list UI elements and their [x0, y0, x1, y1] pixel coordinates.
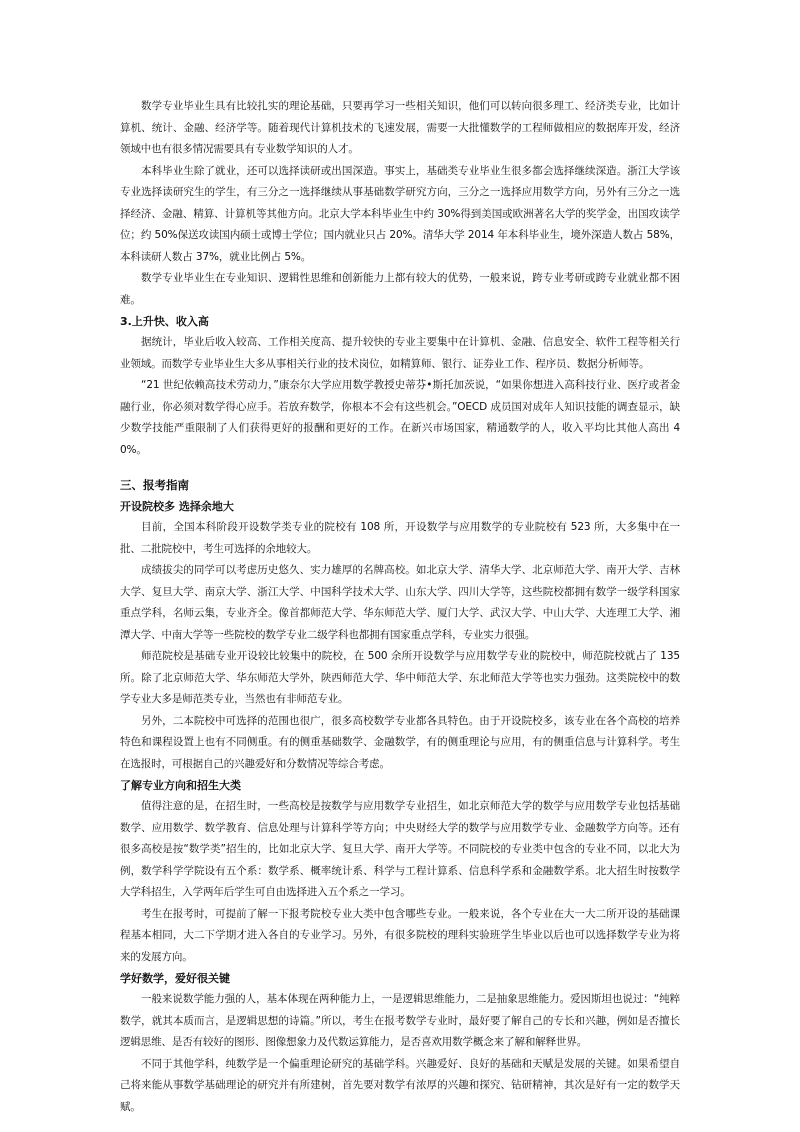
- interest-paragraph: 不同于其他学科，纯数学是一个偏重理论研究的基础学科。兴趣爱好、良好的基础和天赋是发展的关键。如果希望自己将来能从事数学基础理论的研究并有所建树，首先要对数学有浓厚的兴趣和探究、钻研精神，其次是好有一定的数学天赋。: [120, 1057, 680, 1113]
- document-page: [120, 96, 680, 1118]
- guide-section-heading: 三、报考指南: [120, 478, 189, 492]
- intro-paragraph: 数学专业毕业生在专业知识、逻辑性思维和创新能力上都有较大的优势，一般来说，跨专业考研或跨专业就业都不困难。: [120, 272, 680, 306]
- majors-paragraph: 考生在报考时，可提前了解一下报考院校专业大类中包含哪些专业。一般来说，各个专业在大一大二所开设的基础课程基本相同，大二下学期才进入各自的专业学习。另外，有很多院校的理科实验班学生毕业以后也可以选择数学专业为将来的发展方向。: [120, 907, 680, 963]
- schools-paragraph: 目前，全国本科阶段开设数学类专业的院校有 108 所，开设数学与应用数学的专业院校有 523 所，大多集中在一批、二批院校中，考生可选择的余地较大。: [120, 521, 680, 555]
- schools-heading: 开设院校多 选择余地大: [120, 500, 234, 513]
- schools-paragraph: 另外，二本院校中可选择的范围也很广，很多高校数学专业都各具特色。由于开设院校多，该专业在各个高校的培养特色和课程设置上也有不同侧重。有的侧重基础数学、金融数学，有的侧重理论与应用，有的侧重信息与计算科学。考生在选报时，可根据自己的兴趣爱好和分数情况等综合考虑。: [120, 714, 680, 770]
- salary-heading: 3.上升快、收入高: [120, 315, 209, 328]
- salary-paragraph: 据统计，毕业后收入较高、工作相关度高、提升较快的专业主要集中在计算机、金融、信息安全、软件工程等相关行业领域。而数学专业毕业生大多从事相关行业的技术岗位，如精算师、银行、证券业工作、程序员、数据分析师等。: [120, 336, 680, 370]
- schools-paragraph: 成绩拔尖的同学可以考虑历史悠久、实力雄厚的名牌高校。如北京大学、清华大学、北京师范大学、南开大学、吉林大学、复旦大学、南京大学、浙江大学、中国科学技术大学、山东大学、四川大学等，这些院校都拥有数学一级学科国家重点学科，名师云集，专业齐全。像首都师范大学、华东师范大学、厦门大学、武汉大学、中山大学、大连理工大学、湘潭大学、中南大学等一些院校的数学专业二级学科也都拥有国家重点学科，专业实力很强。: [120, 564, 680, 641]
- interest-heading: 学好数学，爱好很关键: [120, 972, 230, 985]
- salary-paragraph: “21 世纪依赖高技术劳动力，”康奈尔大学应用数学教授史蒂芬•斯托加茨说，“如果你想进入高科技行业、医疗或者金融行业，你必须对数学得心应手。若放弃数学，你根本不会有这些机会。”OECD 成员国对成年人知识技能的调查显示，缺少数学技能严重限制了人们获得更好的报酬和更好的工作。在新兴市场国家，精通数学的人，收入平均比其他人高出 40%。: [120, 379, 680, 456]
- interest-paragraph: 一般来说数学能力强的人，基本体现在两种能力上，一是逻辑思维能力，二是抽象思维能力。爱因斯坦也说过：“纯粹数学，就其本质而言，是逻辑思想的诗篇。”所以，考生在报考数学专业时，最好要了解自己的专长和兴趣，例如是否擅长逻辑思维、是否有较好的图形、图像想象力及代数运算能力，是否喜欢用数学概念来了解和解释世界。: [120, 993, 680, 1048]
- schools-paragraph: 师范院校是基础专业开设较比较集中的院校，在 500 余所开设数学与应用数学专业的院校中，师范院校就占了 135 所。除了北京师范大学、华东师范大学外，陕西师范大学、华中师范大学、东北师范大学等也实力强劲。这类院校中的数学专业大多是师范类专业，当然也有非师范专业。: [120, 650, 680, 705]
- majors-paragraph: 值得注意的是，在招生时，一些高校是按数学与应用数学专业招生，如北京师范大学的数学与应用数学专业包括基础数学、应用数学、数学教育、信息处理与计算科学等方向；中央财经大学的数学与应用数学专业、金融数学方向等。还有很多高校是按“数学类”招生的，比如北京大学、复旦大学、南开大学等。不同院校的专业类中包含的专业不同，以北大为例，数学科学学院设有五个系：数学系、概率统计系、科学与工程计算系、信息科学系和金融数学系。北大招生时按数学大学科招生，入学两年后学生可自由选择进入五个系之一学习。: [120, 800, 680, 898]
- intro-paragraph: 数学专业毕业生具有比较扎实的理论基础，只要再学习一些相关知识，他们可以转向很多理工、经济类专业，比如计算机、统计、金融、经济学等。随着现代计算机技术的飞速发展，需要一大批懂数学的工程师做相应的数据库开发，经济领域中也有很多情况需要具有专业数学知识的人才。: [120, 100, 680, 155]
- intro-paragraph: 本科毕业生除了就业，还可以选择读研或出国深造。事实上，基础类专业毕业生很多都会选择继续深造。浙江大学该专业选择读研究生的学生，有三分之一选择继续从事基础数学研究方向，三分之一选择应用数学方向，另外有三分之一选择经济、金融、精算、计算机等其他方向。北京大学本科毕业生中约 30%得到美国或欧洲著名大学的奖学金，出国攻读学位；约 50%保送攻读国内硕士或博士学位；国内就业只占 20%。清华大学 2014 年本科毕业生，境外深造人数占 58%，本科读研人数占 37%，就业比例占 5%。: [120, 164, 680, 263]
- majors-heading: 了解专业方向和招生大类: [120, 779, 241, 792]
